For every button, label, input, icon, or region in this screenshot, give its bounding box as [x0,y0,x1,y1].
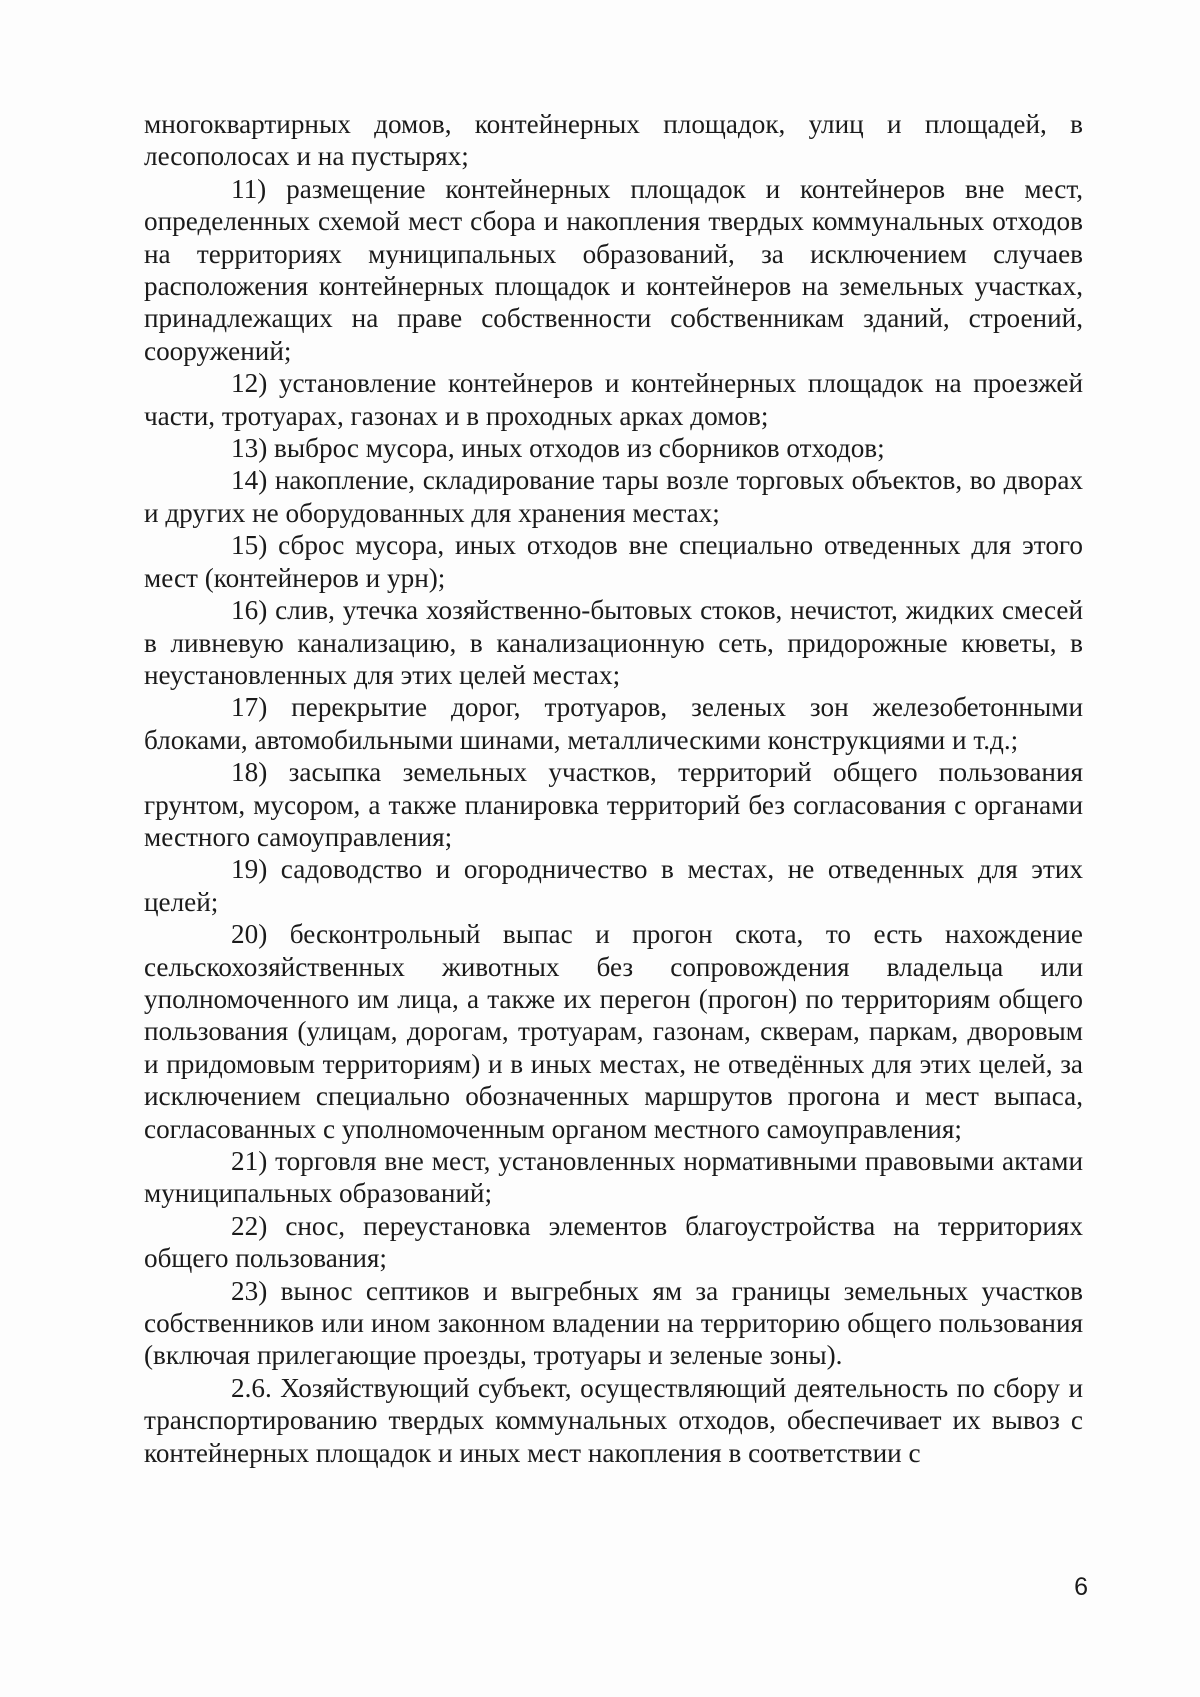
list-item-18: 18) засыпка земельных участков, территорий общего пользования грунтом, мусором, а также планировка территорий без согласования с органами местного самоуправления; [144,757,1083,852]
list-item-23: 23) вынос септиков и выгребных ям за границы земельных участков собственников или ином законном владении на территорию общего пользования (включая прилегающие проезды, тротуары и зеленые зоны). [144,1275,1083,1371]
document-body [144,108,1083,1469]
section-2-6-paragraph: 2.6. Хозяйствующий субъект, осуществляющий деятельность по сбору и транспортированию твердых коммунальных отходов, обеспечивает их вывоз с контейнерных площадок и иных мест накопления в соответствии с [144,1372,1083,1468]
list-item-19: 19) садоводство и огородничество в местах, не отведенных для этих целей; [144,854,1083,917]
list-item-13: 13) выброс мусора, иных отходов из сборников отходов; [231,433,885,464]
list-item-20: 20) бесконтрольный выпас и прогон скота, то есть нахождение сельскохозяйственных животных без сопровождения владельца или уполномоченного им лица, а также их перегон (прогон) по территориям общего пользования (улицам, дорогам, тротуарам, газонам, скверам, паркам, дворовым и придомовым территориям) и в иных местах, не отведённых для этих целей, за исключением специально обозначенных маршрутов прогона и мест выпаса, согласованных с уполномоченным органом местного самоуправления; [144,919,1083,1144]
list-item-11: 11) размещение контейнерных площадок и контейнеров вне мест, определенных схемой мест сбора и накопления твердых коммунальных отходов на территориях муниципальных образований, за исключением случаев расположения контейнерных площадок и контейнеров на земельных участках, принадлежащих на праве собственности собственникам зданий, строений, сооружений; [144,173,1083,366]
list-item-22: 22) снос, переустановка элементов благоустройства на территориях общего пользования; [144,1210,1083,1274]
list-item-12: 12) установление контейнеров и контейнерных площадок на проезжей части, тротуарах, газонах и в проходных арках домов; [144,368,1083,431]
list-item-21: 21) торговля вне мест, установленных нормативными правовыми актами муниципальных образований; [144,1146,1083,1209]
page-number: 6 [1074,1573,1088,1601]
list-item-14: 14) накопление, складирование тары возле торговых объектов, во дворах и других не оборудованных для хранения местах; [144,465,1083,528]
paragraph-continuation: многоквартирных домов, контейнерных площадок, улиц и площадей, в лесополосах и на пустырях; [144,109,1083,172]
list-item-17: 17) перекрытие дорог, тротуаров, зеленых зон железобетонными блоками, автомобильными шинами, металлическими конструкциями и т.д.; [144,692,1083,755]
list-item-16: 16) слив, утечка хозяйственно-бытовых стоков, нечистот, жидких смесей в ливневую канализацию, в канализационную сеть, придорожные кюветы, в неустановленных для этих целей местах; [144,595,1083,690]
list-item-15: 15) сброс мусора, иных отходов вне специально отведенных для этого мест (контейнеров и урн); [144,530,1083,593]
